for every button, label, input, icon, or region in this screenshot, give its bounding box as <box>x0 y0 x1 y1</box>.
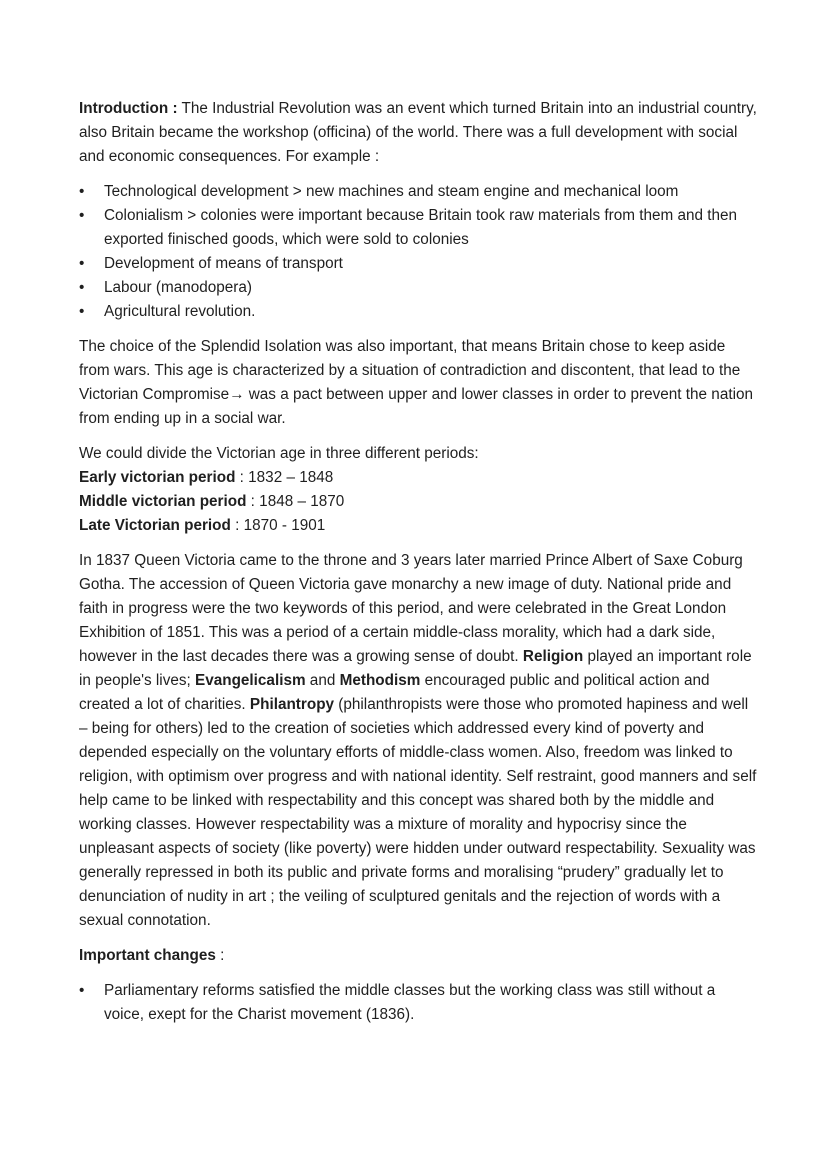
period-label: Middle victorian period <box>79 493 247 510</box>
period-range: : 1832 – 1848 <box>235 469 334 486</box>
changes-heading-label: Important changes <box>79 947 216 964</box>
list-item: • Labour (manodopera) <box>79 276 758 300</box>
methodism-term: Methodism <box>339 672 421 689</box>
period-middle <box>79 490 758 514</box>
list-item: • Technological development > new machines and steam engine and mechanical loom <box>79 180 758 204</box>
religion-term: Religion <box>522 648 584 665</box>
victoria-text: and <box>305 672 340 689</box>
victoria-text: played an important role in people's lives; <box>79 648 752 689</box>
victoria-text: encouraged public and political action and created a lot of charities. <box>79 672 710 713</box>
changes-heading-suffix: : <box>215 947 225 964</box>
period-range: : 1848 – 1870 <box>246 493 345 510</box>
period-range: : 1870 - 1901 <box>230 517 326 534</box>
splendid-isolation-paragraph: The choice of the Splendid Isolation was also important, that means Britain chose to keep aside from wars. This age is characterized by a situation of contradiction and discontent, that lead to the Victorian Compromise→ was a pact between upper and lower classes in order to prevent the nation from ending up in a social war. <box>79 338 753 427</box>
victoria-text: (philanthropists were those who promoted hapiness and well – being for others) led to the creation of societies which addressed every kind of poverty and depended especially on the voluntary efforts of middle-class women. Also, freedom was linked to religion, with optimism over progress and with national identity. Self restraint, good manners and self help came to be linked with respectability and this concept was shared both by the middle and working classes. However respectability was a mixture of morality and hypocrisy since the unpleasant aspects of society (like poverty) were hidden under outward respectability. Sexuality was generally repressed in both its public and private forms and moralising “prudery” gradually let to denunciation of nudity in art ; the veiling of sculptured genitals and the rejection of words with a sexual connotation. <box>79 696 757 929</box>
list-item: • Colonialism > colonies were important because Britain took raw materials from them and then exported finisched goods, which were sold to colonies <box>79 204 758 252</box>
intro-paragraph <box>79 97 758 169</box>
intro-text: The Industrial Revolution was an event which turned Britain into an industrial country, also Britain became the workshop (officina) of the world. There was a full development with social and economic consequences. For example : <box>79 100 757 165</box>
period-label: Late Victorian period <box>79 517 231 534</box>
period-late <box>79 514 758 538</box>
intro-label: Introduction : <box>79 100 178 117</box>
list-item: • Agricultural revolution. <box>79 300 758 324</box>
period-label: Early victorian period <box>79 469 236 486</box>
periods-block <box>79 442 758 538</box>
changes-list <box>79 979 758 1027</box>
list-item: • Parliamentary reforms satisfied the middle classes but the working class was still without a voice, exept for the Charist movement (1836). <box>79 979 758 1027</box>
periods-intro: We could divide the Victorian age in three different periods: <box>79 445 479 462</box>
period-early <box>79 466 758 490</box>
changes-heading <box>79 944 758 968</box>
evangelicalism-term: Evangelicalism <box>195 672 306 689</box>
list-item: • Development of means of transport <box>79 252 758 276</box>
victoria-text: In 1837 Queen Victoria came to the throne and 3 years later married Prince Albert of Saxe Coburg Gotha. The accession of Queen Victoria gave monarchy a new image of duty. National pride and faith in progress were the two keywords of this period, and were celebrated in the Great London Exhibition of 1851. This was a period of a certain middle-class morality, which had a dark side, however in the last decades there was a growing sense of doubt. <box>79 552 743 665</box>
consequences-list <box>79 180 758 324</box>
victoria-paragraph <box>79 549 758 933</box>
philantropy-term: Philantropy <box>249 696 335 713</box>
